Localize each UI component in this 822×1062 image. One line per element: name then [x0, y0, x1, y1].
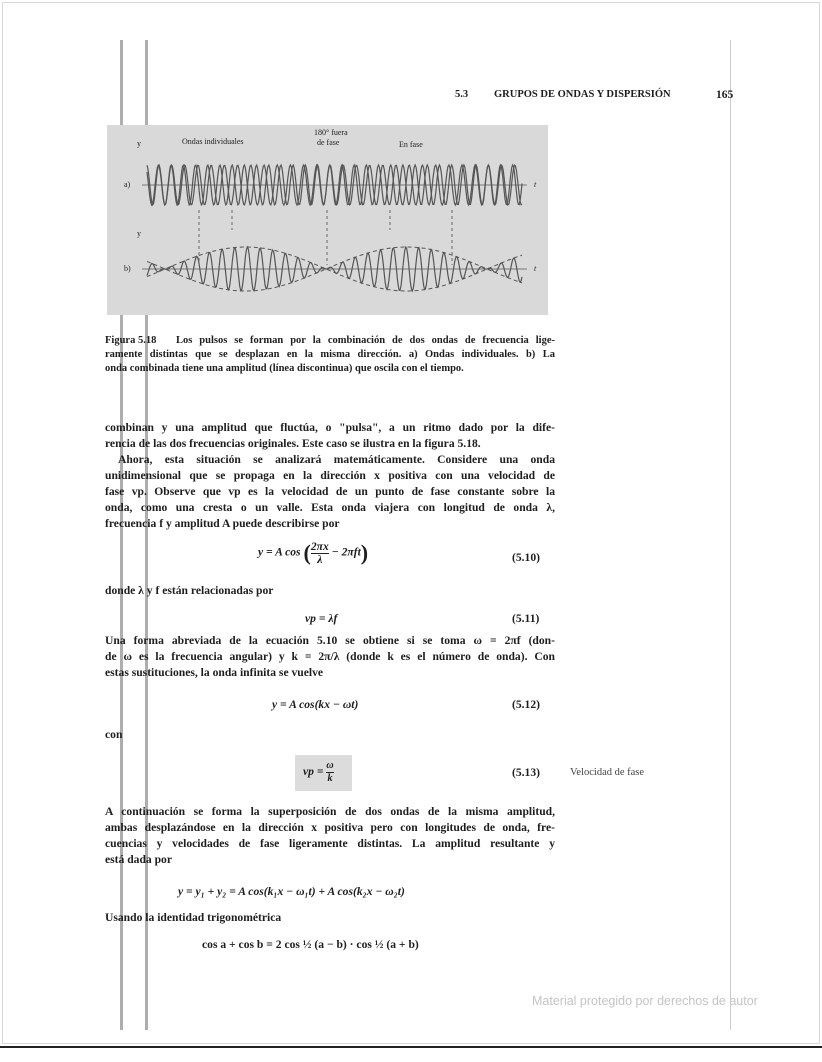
label-b: b)	[124, 264, 131, 273]
figure-caption-line: onda combinada tiene una amplitud (línea discontinua) que oscila con el tiempo.	[105, 363, 464, 374]
copyright-watermark: Material protegido por derechos de autor	[532, 994, 758, 1008]
equation-number: (5.11)	[512, 612, 540, 625]
body-line: con	[105, 728, 123, 741]
figure-caption-label: Figura 5.18	[105, 335, 157, 346]
body-line: Usando la identidad trigonométrica	[105, 911, 282, 924]
label-a: a)	[124, 180, 131, 189]
equation-5-10: y = A cos ( $\frac{2\pi x}{\lambda}$ − 2πft)	[258, 539, 369, 566]
envelope-upper	[147, 247, 522, 269]
equation-5-13: vp = $\frac{\omega}{k}$	[303, 760, 334, 784]
figure-caption-line: Los pulsos se forman por la combinación de dos ondas de frecuencia lige-	[176, 335, 555, 346]
equation-number: (5.13)	[512, 766, 541, 779]
y-label-b: y	[137, 229, 141, 238]
equation-5-12: y = A cos(kx − ωt)	[272, 698, 359, 711]
y-label-a: y	[137, 139, 141, 148]
equation-number: (5.10)	[512, 551, 541, 564]
body-line: fase vp. Observe que vp es la velocidad de un punto de fase constante sobre la	[105, 485, 555, 498]
equation-number: (5.12)	[512, 698, 541, 711]
t-label-a: t	[534, 180, 537, 189]
out-of-phase-label-1: 180° fuera	[314, 128, 348, 137]
t-label-b: t	[534, 264, 537, 273]
figure-5-18	[107, 125, 548, 315]
page-number: 165	[716, 89, 734, 101]
eq-lhs: y = A cos	[258, 545, 301, 559]
equation-identity: cos a + cos b = 2 cos ½ (a − b) · cos ½ (a + b)	[202, 938, 419, 951]
section-title: GRUPOS DE ONDAS Y DISPERSIÓN	[494, 89, 671, 100]
individual-waves-label: Ondas individuales	[182, 137, 244, 146]
in-phase-label: En fase	[399, 140, 423, 149]
body-line: combinan y una amplitud que fluctúa, o "pulsa", a un ritmo dado por la dife-	[105, 421, 555, 434]
body-line: ambas desplazándose en la dirección x positiva pero con longitudes de onda, fre-	[105, 821, 555, 834]
equation-superposition: y = y₁ + y₂ = A cos(k₁x − ω₁t) + A cos(k₂x − ω₂t)	[178, 885, 405, 898]
body-line: estas sustituciones, la onda infinita se vuelve	[105, 666, 324, 679]
body-line: onda, como una cresta o un valle. Esta onda viajera con longitud de onda λ,	[105, 501, 555, 514]
body-line: donde λ y f están relacionadas por	[105, 584, 274, 597]
body-line: está dada por	[105, 853, 172, 866]
page-edge-line	[730, 40, 731, 1030]
margin-note: Velocidad de fase	[570, 767, 645, 778]
body-line: unidimensional que se propaga en la dirección x positiva con una velocidad de	[105, 469, 555, 482]
out-of-phase-label-2: de fase	[317, 138, 340, 147]
body-line: de ω es la frecuencia angular) y k = 2π/λ (donde k es el número de onda). Con	[105, 650, 555, 663]
wave-diagram	[107, 125, 548, 315]
body-line: rencia de las dos frecuencias originales. Este caso se ilustra en la figura 5.18.	[105, 437, 481, 450]
body-line: A continuación se forma la superposición de dos ondas de la misma amplitud,	[105, 805, 555, 818]
equation-5-11: vp = λf	[305, 612, 338, 625]
body-line: Una forma abreviada de la ecuación 5.10 se obtiene si se toma ω = 2πf (don-	[105, 634, 555, 647]
body-line: cuencias y velocidades de fase ligeramente distintas. La amplitud resultante y	[105, 837, 555, 850]
bottom-border	[0, 1046, 822, 1048]
figure-caption-line: ramente distintas que se desplazan en la misma dirección. a) Ondas individuales. b) La	[105, 349, 555, 360]
section-number: 5.3	[455, 89, 469, 100]
eq-fraction: $\frac{2\pi x}{\lambda}$	[310, 539, 329, 566]
body-line: Ahora, esta situación se analizará matemáticamente. Considere una onda	[118, 453, 555, 466]
body-line: frecuencia f y amplitud A puede describirse por	[105, 517, 340, 530]
